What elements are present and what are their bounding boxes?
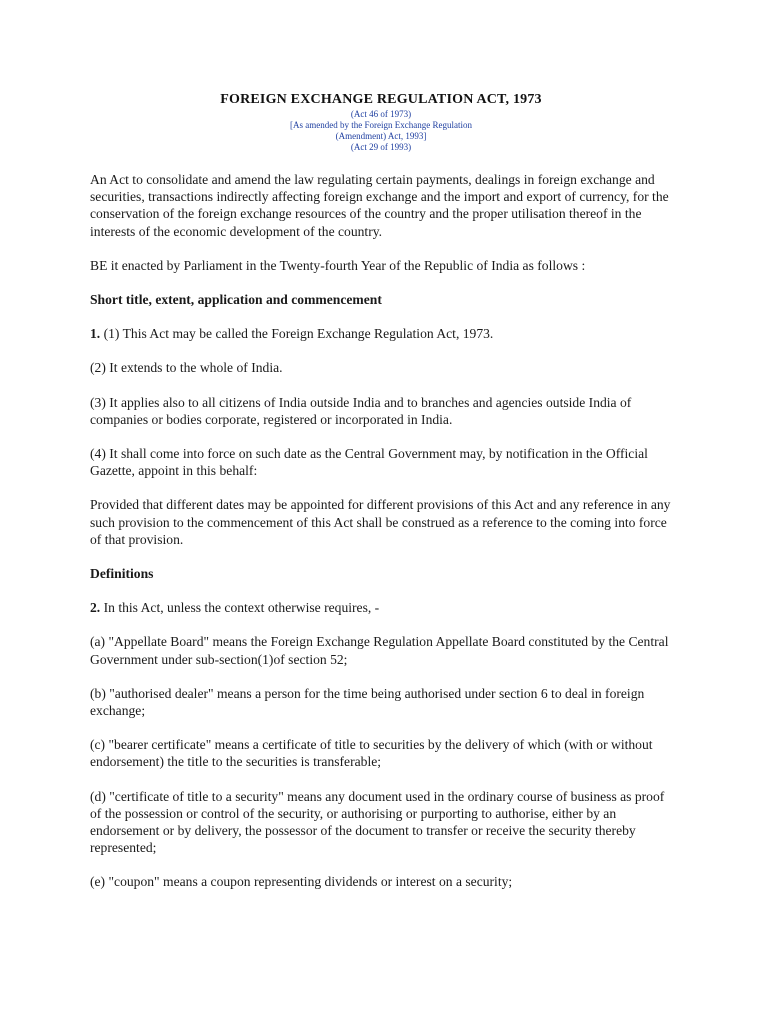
- definition-a: (a) "Appellate Board" means the Foreign Exchange Regulation Appellate Board constituted by the Central Government under sub-section(1)of section 52;: [90, 634, 669, 667]
- definition-b: (b) "authorised dealer" means a person for the time being authorised under section 6 to deal in foreign exchange;: [90, 685, 645, 719]
- act-title: FOREIGN EXCHANGE REGULATION ACT, 1973: [220, 92, 542, 107]
- preamble: An Act to consolidate and amend the law regulating certain payments, dealings in foreign exchange and securities, transactions indirectly affecting foreign exchange and the import and export of currency, for the conservation of the foreign exchange resources of the country and the proper utilisation thereof in the interests of the economic development of the country.: [90, 172, 669, 239]
- section-1-subsection-3: (3) It applies also to all citizens of India outside India and to branches and agencies outside India of companies or bodies corporate, registered or incorporated in India.: [90, 394, 632, 427]
- amendment-act-number: (Act 29 of 1993): [350, 142, 412, 152]
- section-heading-definitions: Definitions: [90, 566, 154, 582]
- definition-e: (e) "coupon" means a coupon representing dividends or interest on a security;: [90, 874, 513, 890]
- section-heading-short-title: Short title, extent, application and commencement: [90, 292, 382, 308]
- section-text: (1) This Act may be called the Foreign Exchange Regulation Act, 1973.: [103, 326, 494, 342]
- amendment-note-line-1: [As amended by the Foreign Exchange Regulation: [290, 120, 472, 130]
- document-header: [90, 92, 672, 153]
- enacting-clause: BE it enacted by Parliament in the Twenty-fourth Year of the Republic of India as follows :: [90, 257, 586, 273]
- act-number: (Act 46 of 1973): [350, 109, 412, 119]
- section-1-subsection-1: [90, 325, 672, 342]
- definition-c: (c) "bearer certificate" means a certificate of title to securities by the delivery of which (with or without endorsement) the title to the securities is transferable;: [90, 737, 653, 770]
- section-2-intro: [90, 599, 672, 616]
- definition-d: (d) "certificate of title to a security" means any document used in the ordinary course of business as proof of the possession or control of the security, or authorising or purporting to authorise, either by an endorsement or by delivery, the possessor of the document to transfer or receive the security thereby represented;: [90, 788, 665, 856]
- proviso: Provided that different dates may be appointed for different provisions of this Act and any reference in any such provision to the commencement of this Act shall be construed as a reference to the coming into force of that provision.: [90, 497, 671, 547]
- section-number: 1.: [90, 326, 101, 342]
- section-1-subsection-2: (2) It extends to the whole of India.: [90, 360, 283, 376]
- section-1-subsection-4: (4) It shall come into force on such date as the Central Government may, by notification in the Official Gazette, appoint in this behalf:: [90, 446, 648, 479]
- amendment-note-line-2: (Amendment) Act, 1993]: [335, 131, 427, 141]
- section-number: 2.: [90, 600, 101, 616]
- section-text: In this Act, unless the context otherwise requires, -: [103, 600, 380, 616]
